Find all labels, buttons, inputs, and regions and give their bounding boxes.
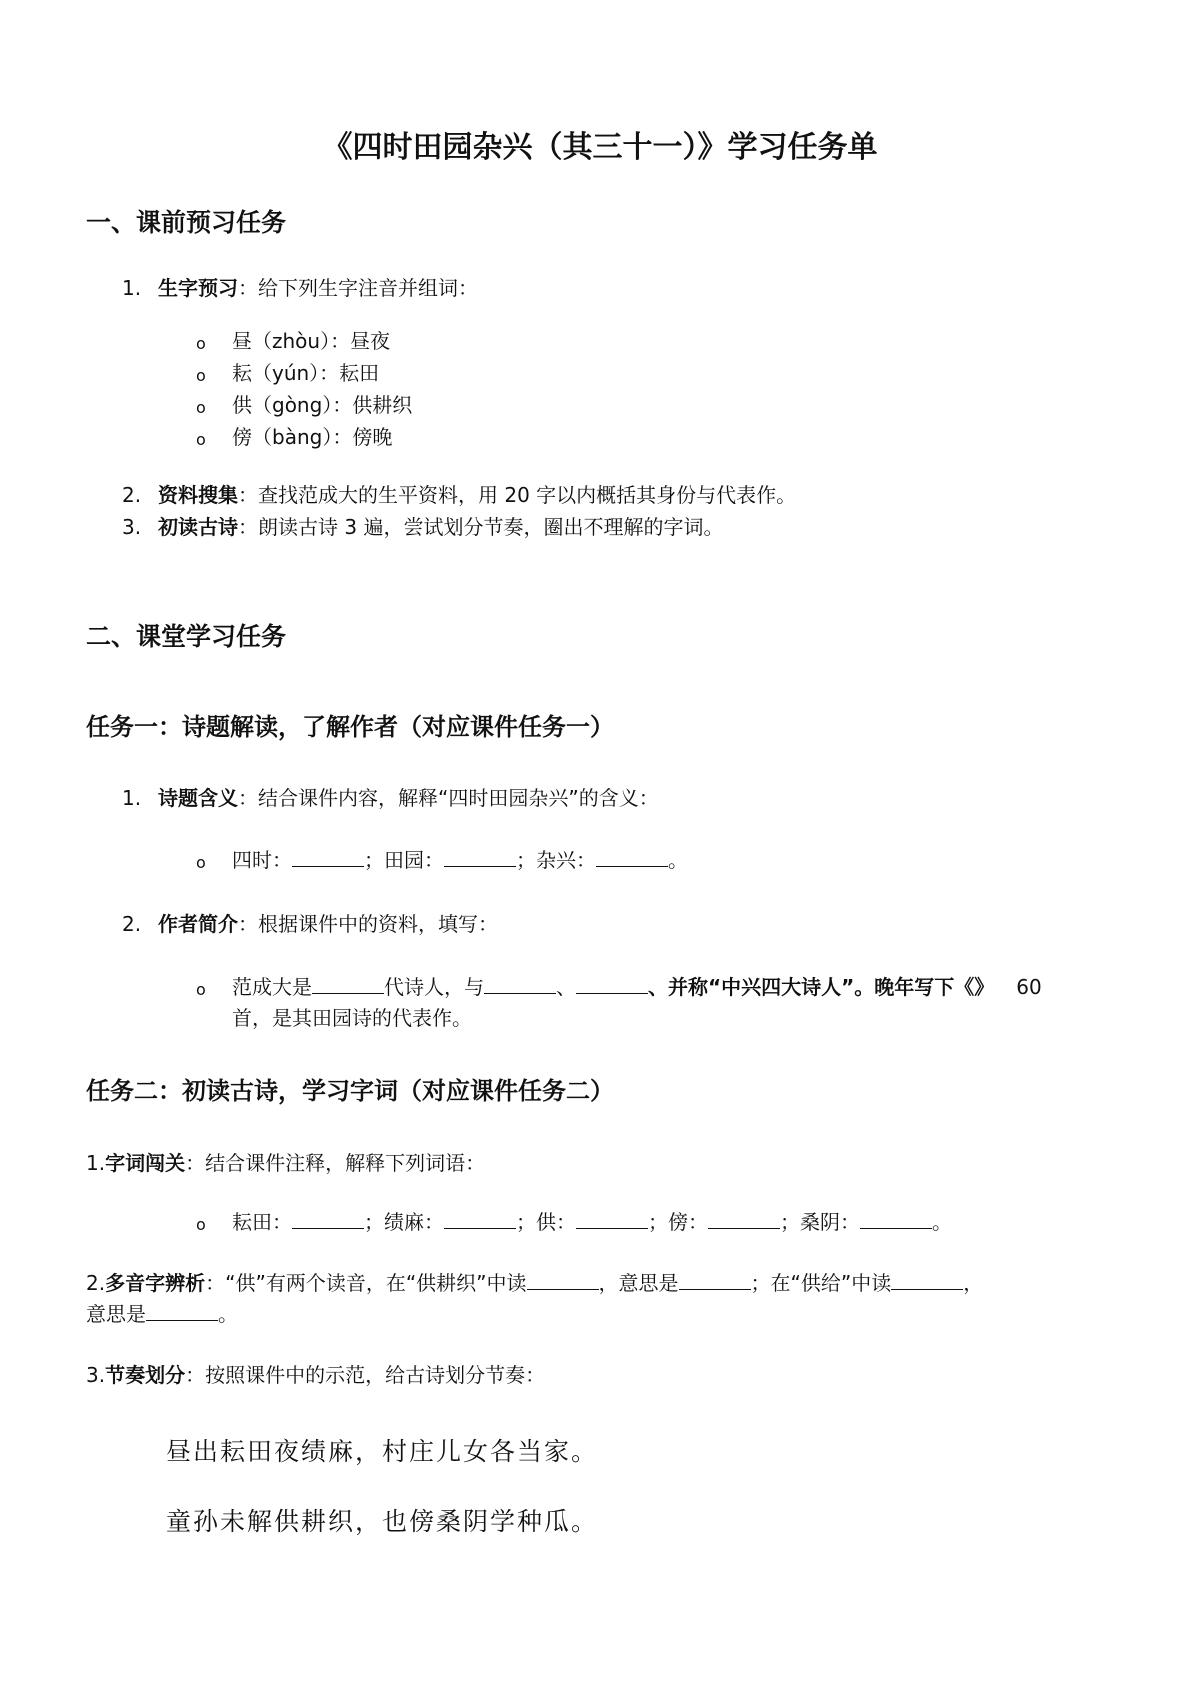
- page-title: 《四时田园杂兴（其三十一）》学习任务单: [322, 130, 878, 165]
- fill-label: 意思是: [86, 1302, 146, 1326]
- fill-label: 、: [556, 975, 576, 999]
- item-number: 3.: [86, 1363, 106, 1387]
- task-item-char-preview: [158, 273, 478, 303]
- fill-blank[interactable]: [444, 1208, 516, 1229]
- char-bullet: 傍（bàng）：傍晚: [232, 425, 393, 449]
- item-text: ：朗读古诗 3 遍，尝试划分节奏，圈出不理解的字词。: [238, 515, 724, 539]
- fill-blank[interactable]: [679, 1269, 751, 1290]
- task-item-polyphone: [86, 1268, 1116, 1330]
- fill-label: 代诗人，与: [384, 975, 484, 999]
- item-number: 2.: [122, 912, 142, 936]
- item-label: 诗题含义: [158, 786, 238, 810]
- bullet-marker: o: [196, 1215, 206, 1234]
- task-item-first-read: [158, 512, 723, 542]
- fill-label: 。: [668, 848, 688, 872]
- item-text: ：结合课件内容，解释“四时田园杂兴”的含义：: [238, 786, 659, 810]
- fill-label: ；田园：: [364, 848, 444, 872]
- bullet-marker: o: [196, 430, 206, 449]
- fill-blank[interactable]: [444, 846, 516, 867]
- item-label: 资料搜集: [158, 483, 238, 507]
- fill-label: 首，是其田园诗的代表作。: [232, 1006, 472, 1030]
- item-text: ：给下列生字注音并组词：: [238, 276, 478, 300]
- fill-number: 60: [1016, 975, 1042, 999]
- item-label: 字词闯关: [105, 1151, 186, 1175]
- task-item-author-intro: [158, 909, 498, 939]
- bullet-marker: o: [196, 853, 206, 872]
- item-number: 1.: [86, 1151, 106, 1175]
- char-bullet: 供（gòng）：供耕织: [232, 393, 413, 417]
- fill-blank[interactable]: [576, 1208, 648, 1229]
- poem-line: 童孙未解供耕织，也傍桑阴学种瓜。: [166, 1507, 599, 1536]
- fill-label: 范成大是: [232, 975, 312, 999]
- bullet-marker: o: [196, 366, 206, 385]
- item-number: 2.: [86, 1271, 106, 1295]
- fill-label: ，: [963, 1271, 984, 1295]
- char-bullet: 昼（zhòu）：昼夜: [232, 329, 391, 353]
- vocab-fill: [232, 1207, 952, 1237]
- fill-blank[interactable]: [891, 1269, 963, 1290]
- fill-label: ；供：: [516, 1210, 576, 1234]
- item-text: ：按照课件中的示范，给古诗划分节奏：: [185, 1363, 546, 1387]
- task-item-research: [158, 480, 796, 510]
- item-number: 3.: [122, 515, 142, 539]
- item-label: 节奏划分: [105, 1363, 186, 1387]
- poem-line: 昼出耘田夜绩麻，村庄儿女各当家。: [166, 1437, 599, 1466]
- fill-label: ；在“供给”中读: [750, 1271, 892, 1295]
- fill-blank[interactable]: [860, 1208, 932, 1229]
- fill-label: ；傍：: [648, 1210, 708, 1234]
- task-item-rhythm: [86, 1360, 545, 1390]
- fill-label: ；绩麻：: [364, 1210, 444, 1234]
- item-number: 1.: [122, 276, 142, 300]
- fill-blank[interactable]: [527, 1269, 599, 1290]
- task-two-heading: 任务二：初读古诗，学习字词（对应课件任务二）: [86, 1077, 614, 1105]
- title-meaning-fill: [232, 845, 688, 875]
- task-one-heading: 任务一：诗题解读，了解作者（对应课件任务一）: [86, 713, 614, 741]
- fill-blank[interactable]: [484, 973, 556, 994]
- fill-label: 耘田：: [232, 1210, 292, 1234]
- fill-label-bold: 、并称“中兴四大诗人”。晚年写下《》: [648, 975, 995, 999]
- fill-blank[interactable]: [708, 1208, 780, 1229]
- fill-blank[interactable]: [576, 973, 648, 994]
- fill-blank[interactable]: [596, 846, 668, 867]
- fill-label: 。: [932, 1210, 952, 1234]
- bullet-marker: o: [196, 980, 206, 999]
- task-item-vocab: [86, 1148, 485, 1178]
- item-label: 生字预习: [158, 276, 238, 300]
- item-label: 作者简介: [158, 912, 238, 936]
- bullet-marker: o: [196, 334, 206, 353]
- fill-blank[interactable]: [312, 973, 384, 994]
- bullet-marker: o: [196, 398, 206, 417]
- item-label: 初读古诗: [158, 515, 238, 539]
- fill-label: 四时：: [232, 848, 292, 872]
- char-bullet: 耘（yún）：耘田: [232, 361, 380, 385]
- fill-blank[interactable]: [292, 846, 364, 867]
- fill-label: 。: [218, 1302, 238, 1326]
- fill-blank[interactable]: [146, 1300, 218, 1321]
- section-heading-preview: 一、课前预习任务: [86, 208, 287, 237]
- item-number: 2.: [122, 483, 142, 507]
- fill-label: ；杂兴：: [516, 848, 596, 872]
- fill-label: ：“供”有两个读音，在“供耕织”中读: [205, 1271, 527, 1295]
- section-heading-classroom: 二、课堂学习任务: [86, 622, 287, 651]
- item-text: ：结合课件注释，解释下列词语：: [185, 1151, 486, 1175]
- item-label: 多音字辨析: [105, 1271, 206, 1295]
- author-intro-fill: [232, 972, 1112, 1034]
- task-item-title-meaning: [158, 783, 659, 813]
- item-number: 1.: [122, 786, 142, 810]
- item-text: ：查找范成大的生平资料，用 20 字以内概括其身份与代表作。: [238, 483, 797, 507]
- fill-blank[interactable]: [292, 1208, 364, 1229]
- fill-label: ，意思是: [598, 1271, 679, 1295]
- item-text: ：根据课件中的资料，填写：: [238, 912, 498, 936]
- fill-label: ；桑阴：: [780, 1210, 860, 1234]
